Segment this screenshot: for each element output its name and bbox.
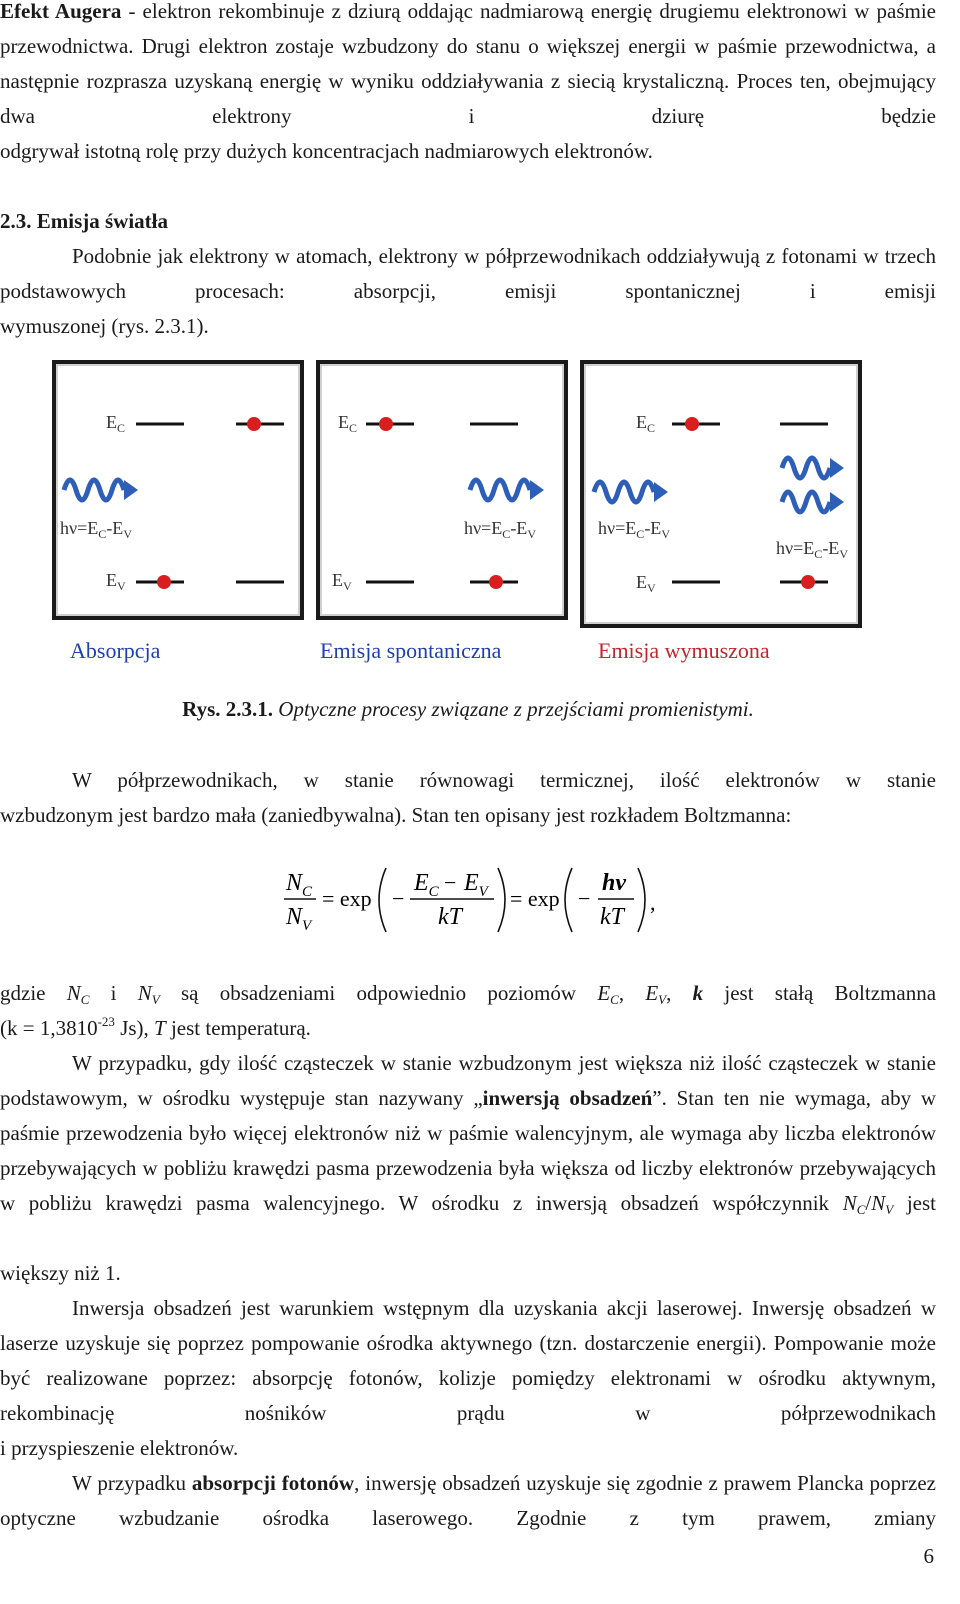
auger-paragraph-last: odgrywał istotną rolę przy dużych koncentracjach nadmiarowych elektronów. xyxy=(0,139,653,163)
hv-label: $h\nu=E_C-E_V$ xyxy=(464,518,536,541)
auger-text-line1: - elektron rekombinuje z dziurą oddając nadmiarową energię drugiemu xyxy=(121,0,740,23)
caption-text: Optyczne procesy związane z przejściami promienistymi. xyxy=(273,697,754,721)
ev-label: $E_V$ xyxy=(106,570,126,593)
incident-photon-wave xyxy=(594,482,654,502)
boltzmann-equation xyxy=(282,860,662,940)
emitted-photon-wave-1 xyxy=(782,458,830,478)
eq-ev: $E_V$ xyxy=(464,870,488,900)
pumping-paragraph-last: i przyspieszenie elektronów. xyxy=(0,1436,239,1460)
eq-paren-close-2 xyxy=(638,868,645,932)
ec-label: $E_C$ xyxy=(106,412,126,435)
eq-exp-1: = exp xyxy=(322,886,372,911)
stimulated-label: Emisja wymuszona xyxy=(598,638,770,663)
eq-kt-1: kT xyxy=(438,904,462,930)
electron-excited xyxy=(247,417,261,431)
emitted-photon-wave-2 xyxy=(782,492,830,512)
eq-minus-3: − xyxy=(578,886,591,911)
photon-absorption-term: absorpcji fotonów xyxy=(191,1471,355,1495)
definitions-line1: gdzie $N_C$ i $N_V$ są obsadzeniami odpowiednio poziomów $E_C$, $E_V$, k jest stałą Boltzmanna xyxy=(0,981,937,1007)
eq-hv: hν xyxy=(602,870,626,896)
inversion-term: inwersją obsadzeń xyxy=(482,1086,653,1110)
ev-label: $E_V$ xyxy=(332,570,352,593)
planck-paragraph: W przypadku absorpcji fotonów, inwersję obsadzeń uzyskuje się zgodnie z prawem Plancka poprzez optyczne wzbudzanie ośrodka laserowego. Zgodnie z tym prawem, zmiany xyxy=(0,1471,937,1530)
inversion-paragraph-last: większy niż 1. xyxy=(0,1261,121,1285)
section-intro: Podobnie jak elektrony w atomach, elektrony w półprzewodnikach oddziaływują z fotonami w trzech podstawowych procesach: absorpcji, emisji spontanicznej i emisji xyxy=(0,244,936,303)
photon-wave xyxy=(470,480,530,500)
hv-label-2: $h\nu=E_C-E_V$ xyxy=(776,538,848,561)
eq-nc: $N_C$ xyxy=(286,870,313,900)
spontaneous-label: Emisja spontaniczna xyxy=(320,638,502,663)
figure-caption xyxy=(0,697,936,722)
ev-label: $E_V$ xyxy=(636,572,656,595)
ec-label: $E_C$ xyxy=(636,412,656,435)
auger-term: Efekt Augera xyxy=(0,0,122,23)
ec-label: $E_C$ xyxy=(338,412,358,435)
photon-arrow xyxy=(124,480,138,500)
inversion-paragraph: W przypadku, gdy ilość cząsteczek w stanie wzbudzonym jest większa niż ilość cząsteczek w stanie podstawowym, w ośrodku występuje stan nazywany „inwersją obsadzeń”. Stan ten nie wymaga, aby w paśmie przewodzenia było więcej elektronów niż w paśmie walencyjnym, ale wymaga aby liczba elektronów przebywających w pobliżu krawędzi pasma przewodzenia była większa od liczby elektronów przebywających w pobliżu krawędzi pasma walencyjnego. W ośrodku z inwersją obsadzeń współczynnik $N_C/N_V$ jest xyxy=(0,1051,937,1217)
incident-photon-arrow xyxy=(654,482,668,502)
boltzmann-paragraph: W półprzewodnikach, w stanie równowagi termicznej, ilość elektronów w stanie xyxy=(72,768,936,792)
figure-optical-processes xyxy=(52,360,878,690)
auger-paragraph xyxy=(0,0,936,134)
section-heading: 2.3. Emisja światła xyxy=(0,209,168,233)
auger-text: elektronowi w paśmie przewodnictwa. Drugi elektron zostaje wzbudzony do stanu o większej energii w paśmie przewodnictwa, a następnie rozprasza uzyskaną energię w wyniku oddziaływania z siecią krystaliczną. Proces ten, obejmujący dwa elektrony i dziurę będzie xyxy=(0,0,936,128)
eq-paren-open-1 xyxy=(379,868,386,932)
absorption-panel xyxy=(52,360,304,620)
electron-ground xyxy=(157,575,171,589)
eq-ec: $E_C$ xyxy=(414,870,439,900)
emitted-photon-arrow-1 xyxy=(830,458,844,478)
absorption-label: Absorpcja xyxy=(70,638,161,663)
eq-exp-2: = exp xyxy=(510,886,560,911)
eq-paren-close-1 xyxy=(498,868,505,932)
spontaneous-panel xyxy=(316,360,568,620)
eq-comma: , xyxy=(650,890,656,915)
photon-arrow xyxy=(530,480,544,500)
stimulated-panel xyxy=(580,360,862,628)
caption-number: Rys. 2.3.1. xyxy=(182,697,274,721)
eq-nv: $N_V$ xyxy=(286,904,312,934)
absorption-diagram xyxy=(56,364,300,616)
pumping-paragraph: Inwersja obsadzeń jest warunkiem wstępnym dla uzyskania akcji laserowej. Inwersję obsadzeń w laserze uzyskuje się poprzez pompowanie ośrodka aktywnego (tzn. dostarczenie energii). Pompowanie może być realizowane poprzez: absorpcję fotonów, kolizje pomiędzy elektronami w ośrodku aktywnym, rekombinację nośników prądu w półprzewodnikach xyxy=(0,1296,936,1425)
stimulated-diagram xyxy=(584,364,858,624)
electron-ground xyxy=(801,575,815,589)
definitions-line2: ($k = 1,3810^{-23}$ Js), T jest temperaturą. xyxy=(0,1014,311,1040)
photon-wave xyxy=(64,480,124,500)
spontaneous-diagram xyxy=(320,364,564,616)
electron-excited xyxy=(379,417,393,431)
eq-minus-1: − xyxy=(392,886,405,911)
hv-label: $h\nu=E_C-E_V$ xyxy=(60,518,132,541)
section-intro-last: wymuszonej (rys. 2.3.1). xyxy=(0,314,209,338)
eq-paren-open-2 xyxy=(565,868,572,932)
hv-label-1: $h\nu=E_C-E_V$ xyxy=(598,518,670,541)
eq-kt-2: kT xyxy=(600,904,624,930)
emitted-photon-arrow-2 xyxy=(830,492,844,512)
page-number: 6 xyxy=(923,1544,934,1568)
electron-ground xyxy=(489,575,503,589)
eq-minus-2: − xyxy=(444,870,457,895)
electron-excited xyxy=(685,417,699,431)
boltzmann-paragraph-last: wzbudzonym jest bardzo mała (zaniedbywalna). Stan ten opisany jest rozkładem Boltzmanna: xyxy=(0,803,792,827)
